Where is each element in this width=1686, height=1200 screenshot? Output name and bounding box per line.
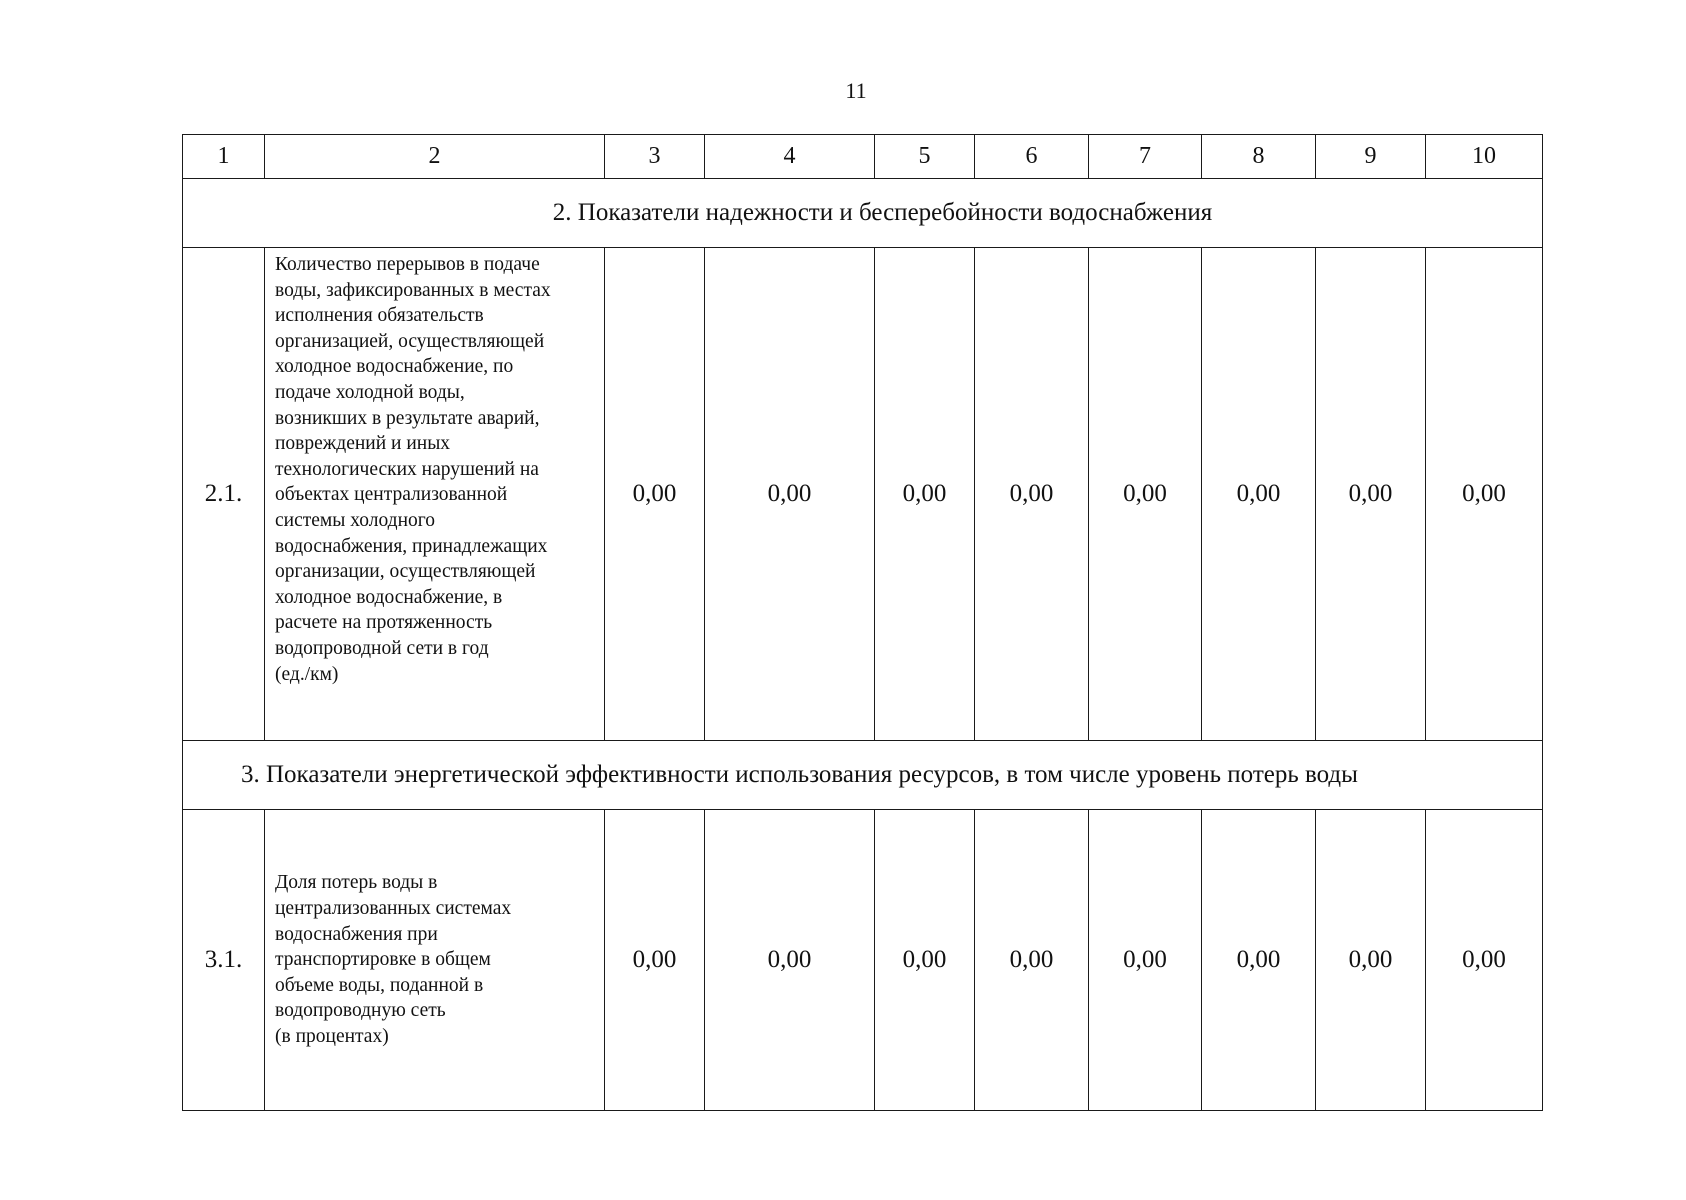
description-line: воды, зафиксированных в местах [275,279,551,301]
indicator-description [265,248,605,741]
table-row [183,810,1543,1111]
page-number: 11 [845,78,867,103]
description-line: водопроводную сеть [275,1000,446,1022]
description-line: исполнения обязательств [275,305,484,327]
description-line: системы холодного [275,509,436,531]
value-cell: 0,00 [1426,810,1543,1111]
row-number: 3.1. [183,810,265,1111]
row-number: 2.1. [183,248,265,741]
description-line: расчете на протяженность [275,612,493,634]
description-line: возникших в результате аварий, [275,407,540,429]
column-header: 5 [875,135,975,179]
description-line: организации, осуществляющей [275,561,536,583]
value-cell: 0,00 [875,248,975,741]
column-number-row [183,135,1543,179]
description-line: холодное водоснабжение, по [275,356,514,378]
description-line: централизованных системах [275,898,512,920]
column-header: 3 [605,135,705,179]
section-title: 3. Показатели энергетической эффективности использования ресурсов, в том числе уровень потерь воды [183,741,1543,810]
value-cell: 0,00 [1316,810,1426,1111]
table-row [183,248,1543,741]
description-line: (ед./км) [275,663,339,685]
section-header-row [183,741,1543,810]
value-cell: 0,00 [605,248,705,741]
value-cell: 0,00 [1202,248,1316,741]
description-line: холодное водоснабжение, в [275,586,503,608]
section-header-row [183,179,1543,248]
description-line: организацией, осуществляющей [275,330,545,352]
column-header: 1 [183,135,265,179]
description-line: водопроводной сети в год [275,637,489,659]
column-header: 8 [1202,135,1316,179]
column-header: 10 [1426,135,1543,179]
value-cell: 0,00 [1202,810,1316,1111]
column-header: 7 [1089,135,1202,179]
column-header: 4 [705,135,875,179]
value-cell: 0,00 [705,810,875,1111]
value-cell: 0,00 [975,248,1089,741]
value-cell: 0,00 [1089,248,1202,741]
value-cell: 0,00 [605,810,705,1111]
description-line: Доля потерь воды в [275,872,438,894]
description-line: Количество перерывов в подаче [275,254,540,275]
description-line: водоснабжения при [275,923,438,945]
value-cell: 0,00 [975,810,1089,1111]
value-cell: 0,00 [875,810,975,1111]
value-cell: 0,00 [705,248,875,741]
description-line: водоснабжения, принадлежащих [275,535,548,557]
description-line: технологических нарушений на [275,458,539,480]
description-line: подаче холодной воды, [275,381,465,403]
value-cell: 0,00 [1426,248,1543,741]
value-cell: 0,00 [1089,810,1202,1111]
indicators-table [182,134,1543,1111]
description-line: повреждений и иных [275,433,451,455]
section-title: 2. Показатели надежности и бесперебойности водоснабжения [183,179,1543,248]
description-line: объектах централизованной [275,484,508,506]
column-header: 6 [975,135,1089,179]
column-header: 9 [1316,135,1426,179]
indicator-description [265,810,605,1111]
description-line: транспортировке в общем [275,949,491,971]
description-line: (в процентах) [275,1025,389,1047]
value-cell: 0,00 [1316,248,1426,741]
column-header: 2 [265,135,605,179]
description-line: объеме воды, поданной в [275,974,484,996]
